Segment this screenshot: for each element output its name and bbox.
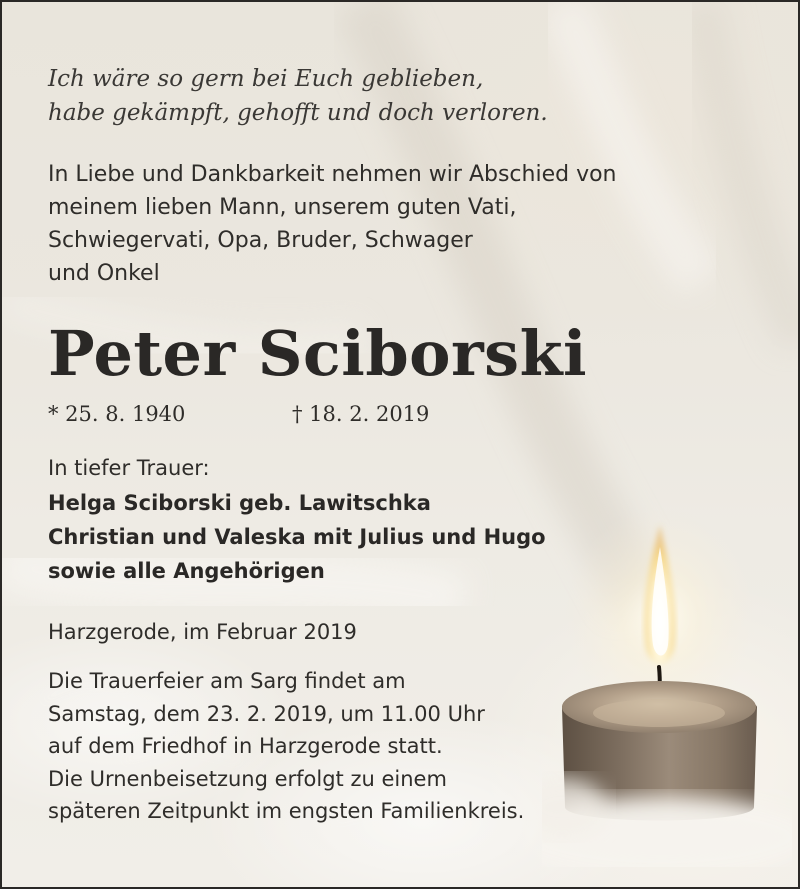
candle-icon — [542, 507, 792, 867]
deceased-name: Peter Sciborski — [48, 317, 588, 390]
mourner-name: Christian und Valeska mit Julius und Hugo — [48, 525, 546, 549]
memorial-verse — [48, 62, 548, 130]
mourners-label: In tiefer Trauer: — [48, 456, 210, 480]
farewell-line: und Onkel — [48, 261, 160, 286]
mourner-name: sowie alle Angehörigen — [48, 559, 325, 583]
farewell-line: Schwiegervati, Opa, Bruder, Schwager — [48, 228, 473, 253]
mourners-list — [48, 486, 546, 588]
farewell-line: In Liebe und Dankbarkeit nehmen wir Abschied von — [48, 162, 617, 187]
verse-line: Ich wäre so gern bei Euch geblieben, — [48, 66, 484, 92]
funeral-line: Samstag, dem 23. 2. 2019, um 11.00 Uhr — [48, 701, 485, 726]
farewell-line: meinem lieben Mann, unserem guten Vati, — [48, 195, 517, 220]
funeral-line: Die Urnenbeisetzung erfolgt zu einem — [48, 766, 447, 791]
place-and-date: Harzgerode, im Februar 2019 — [48, 620, 357, 644]
verse-line: habe gekämpft, gehofft und doch verloren. — [48, 100, 548, 126]
funeral-details — [48, 665, 524, 828]
farewell-text — [48, 158, 617, 290]
funeral-line: späteren Zeitpunkt im engsten Familienkreis. — [48, 799, 525, 823]
funeral-line: Die Trauerfeier am Sarg findet am — [48, 669, 406, 693]
birth-date: * 25. 8. 1940 — [48, 402, 186, 426]
funeral-line: auf dem Friedhof in Harzgerode statt. — [48, 734, 443, 758]
death-date: † 18. 2. 2019 — [292, 402, 430, 426]
mourner-name: Helga Sciborski geb. Lawitschka — [48, 491, 431, 515]
